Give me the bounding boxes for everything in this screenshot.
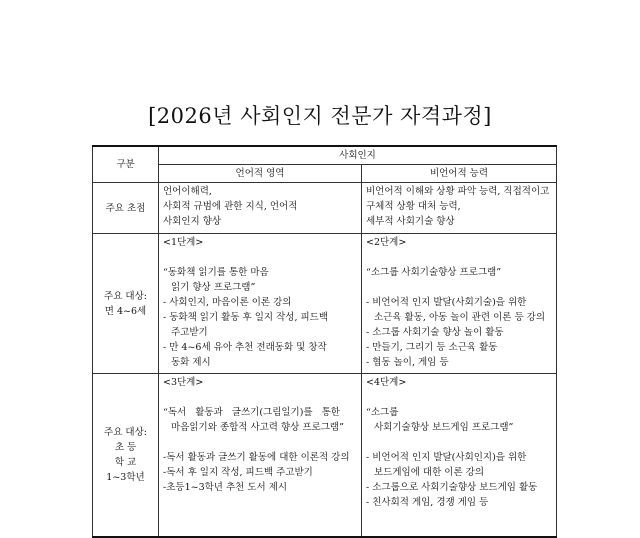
list-item: - 만 4~6세 유아 추천 전래동화 및 창작 xyxy=(163,342,327,353)
list-item: 동화 제시 xyxy=(171,357,211,368)
target-label-line: 초 등 xyxy=(114,442,137,453)
stage2-cell xyxy=(362,234,557,374)
focus-row xyxy=(93,183,557,234)
list-item: - 비언어적 인지 발달(사회기술)을 위한 xyxy=(366,297,527,308)
verbal-column-header: 언어적 영역 xyxy=(159,165,362,183)
list-item: - 친사회적 게임, 경쟁 게임 등 xyxy=(366,497,489,508)
category-header: 구분 xyxy=(93,146,159,183)
target-label-line: 학 교 xyxy=(114,457,137,468)
list-item: - 동화책 읽기 활동 후 일지 작성, 피드백 xyxy=(163,312,329,323)
list-item: 주고받기 xyxy=(171,327,208,338)
program-title: “독서 활동과 글쓰기(그림일기)를 통한 xyxy=(163,407,340,418)
stage-step: <3단계> xyxy=(163,377,204,388)
header-row-group xyxy=(93,146,557,165)
list-item: - 비언어적 인지 발달(사회인지)을 위한 xyxy=(366,452,527,463)
stage4-cell xyxy=(362,374,557,538)
target-label-line: 1~3학년 xyxy=(106,472,145,483)
list-item: -초등1~3학년 추천 도서 제시 xyxy=(163,482,288,493)
list-item: -독서 후 일지 작성, 피드백 주고받기 xyxy=(163,467,313,478)
elementary-target-label xyxy=(93,374,159,538)
focus-nonverbal-line: 구체적 상황 대처 능력, xyxy=(366,201,461,212)
nonverbal-column-header: 비언어적 능력 xyxy=(362,165,557,183)
program-title: 사회기술향상 보드게임 프로그램” xyxy=(374,422,514,433)
list-item: 소근육 활동, 아동 놀이 관련 이론 등 강의 xyxy=(374,312,545,323)
elementary-row xyxy=(93,374,557,538)
program-title: 읽기 향상 프로그램” xyxy=(171,282,256,293)
stage1-cell xyxy=(159,234,362,374)
list-item: - 소그룹 사회기술 향상 놀이 활동 xyxy=(366,327,504,338)
curriculum-table xyxy=(92,145,557,538)
focus-verbal-line: 언어이해력, xyxy=(163,186,212,197)
program-title: “동화책 읽기를 통한 마음 xyxy=(163,267,269,278)
preschool-row xyxy=(93,234,557,374)
list-item: 보드게임에 대한 이론 강의 xyxy=(374,467,485,478)
focus-nonverbal-line: 세부적 사회기술 향상 xyxy=(366,216,455,227)
list-item: - 사회인지, 마음이론 이론 강의 xyxy=(163,297,292,308)
focus-verbal-cell xyxy=(159,183,362,234)
program-title: “소그룹 xyxy=(366,407,399,418)
target-label-line: 면 4~6세 xyxy=(104,305,147,317)
stage-step: <2단계> xyxy=(366,237,407,248)
social-cognition-header: 사회인지 xyxy=(159,146,557,165)
target-label-line: 주요 대상: xyxy=(104,290,147,302)
focus-verbal-line: 사회적 규범에 관한 지식, 언어적 xyxy=(163,201,298,212)
focus-nonverbal-line: 비언어적 이해와 상황 파악 능력, 직접적이고 xyxy=(366,186,550,197)
stage-step: <1단계> xyxy=(163,237,204,248)
focus-verbal-line: 사회인지 향상 xyxy=(163,216,222,227)
focus-nonverbal-cell xyxy=(362,183,557,234)
program-title: “소그룹 사회기술향상 프로그램” xyxy=(366,267,502,278)
header-row-columns xyxy=(93,165,557,183)
focus-label: 주요 초점 xyxy=(93,183,159,234)
list-item: - 소그룹으로 사회기술향상 보드게임 활동 xyxy=(366,482,538,493)
target-label-line: 주요 대상: xyxy=(104,427,147,438)
page-title: [2026년 사회인지 전문가 자격과정] xyxy=(148,104,492,128)
stage3-cell xyxy=(159,374,362,538)
preschool-target-label xyxy=(93,234,159,374)
list-item: - 만들기, 그리기 등 소근육 활동 xyxy=(366,342,498,353)
list-item: -독서 활동과 글쓰기 활동에 대한 이론적 강의 xyxy=(163,452,350,463)
program-title: 마음읽기와 종합적 사고력 향상 프로그램” xyxy=(171,422,344,433)
stage-step: <4단계> xyxy=(366,377,407,388)
list-item: - 협동 놀이, 게임 등 xyxy=(366,357,449,368)
